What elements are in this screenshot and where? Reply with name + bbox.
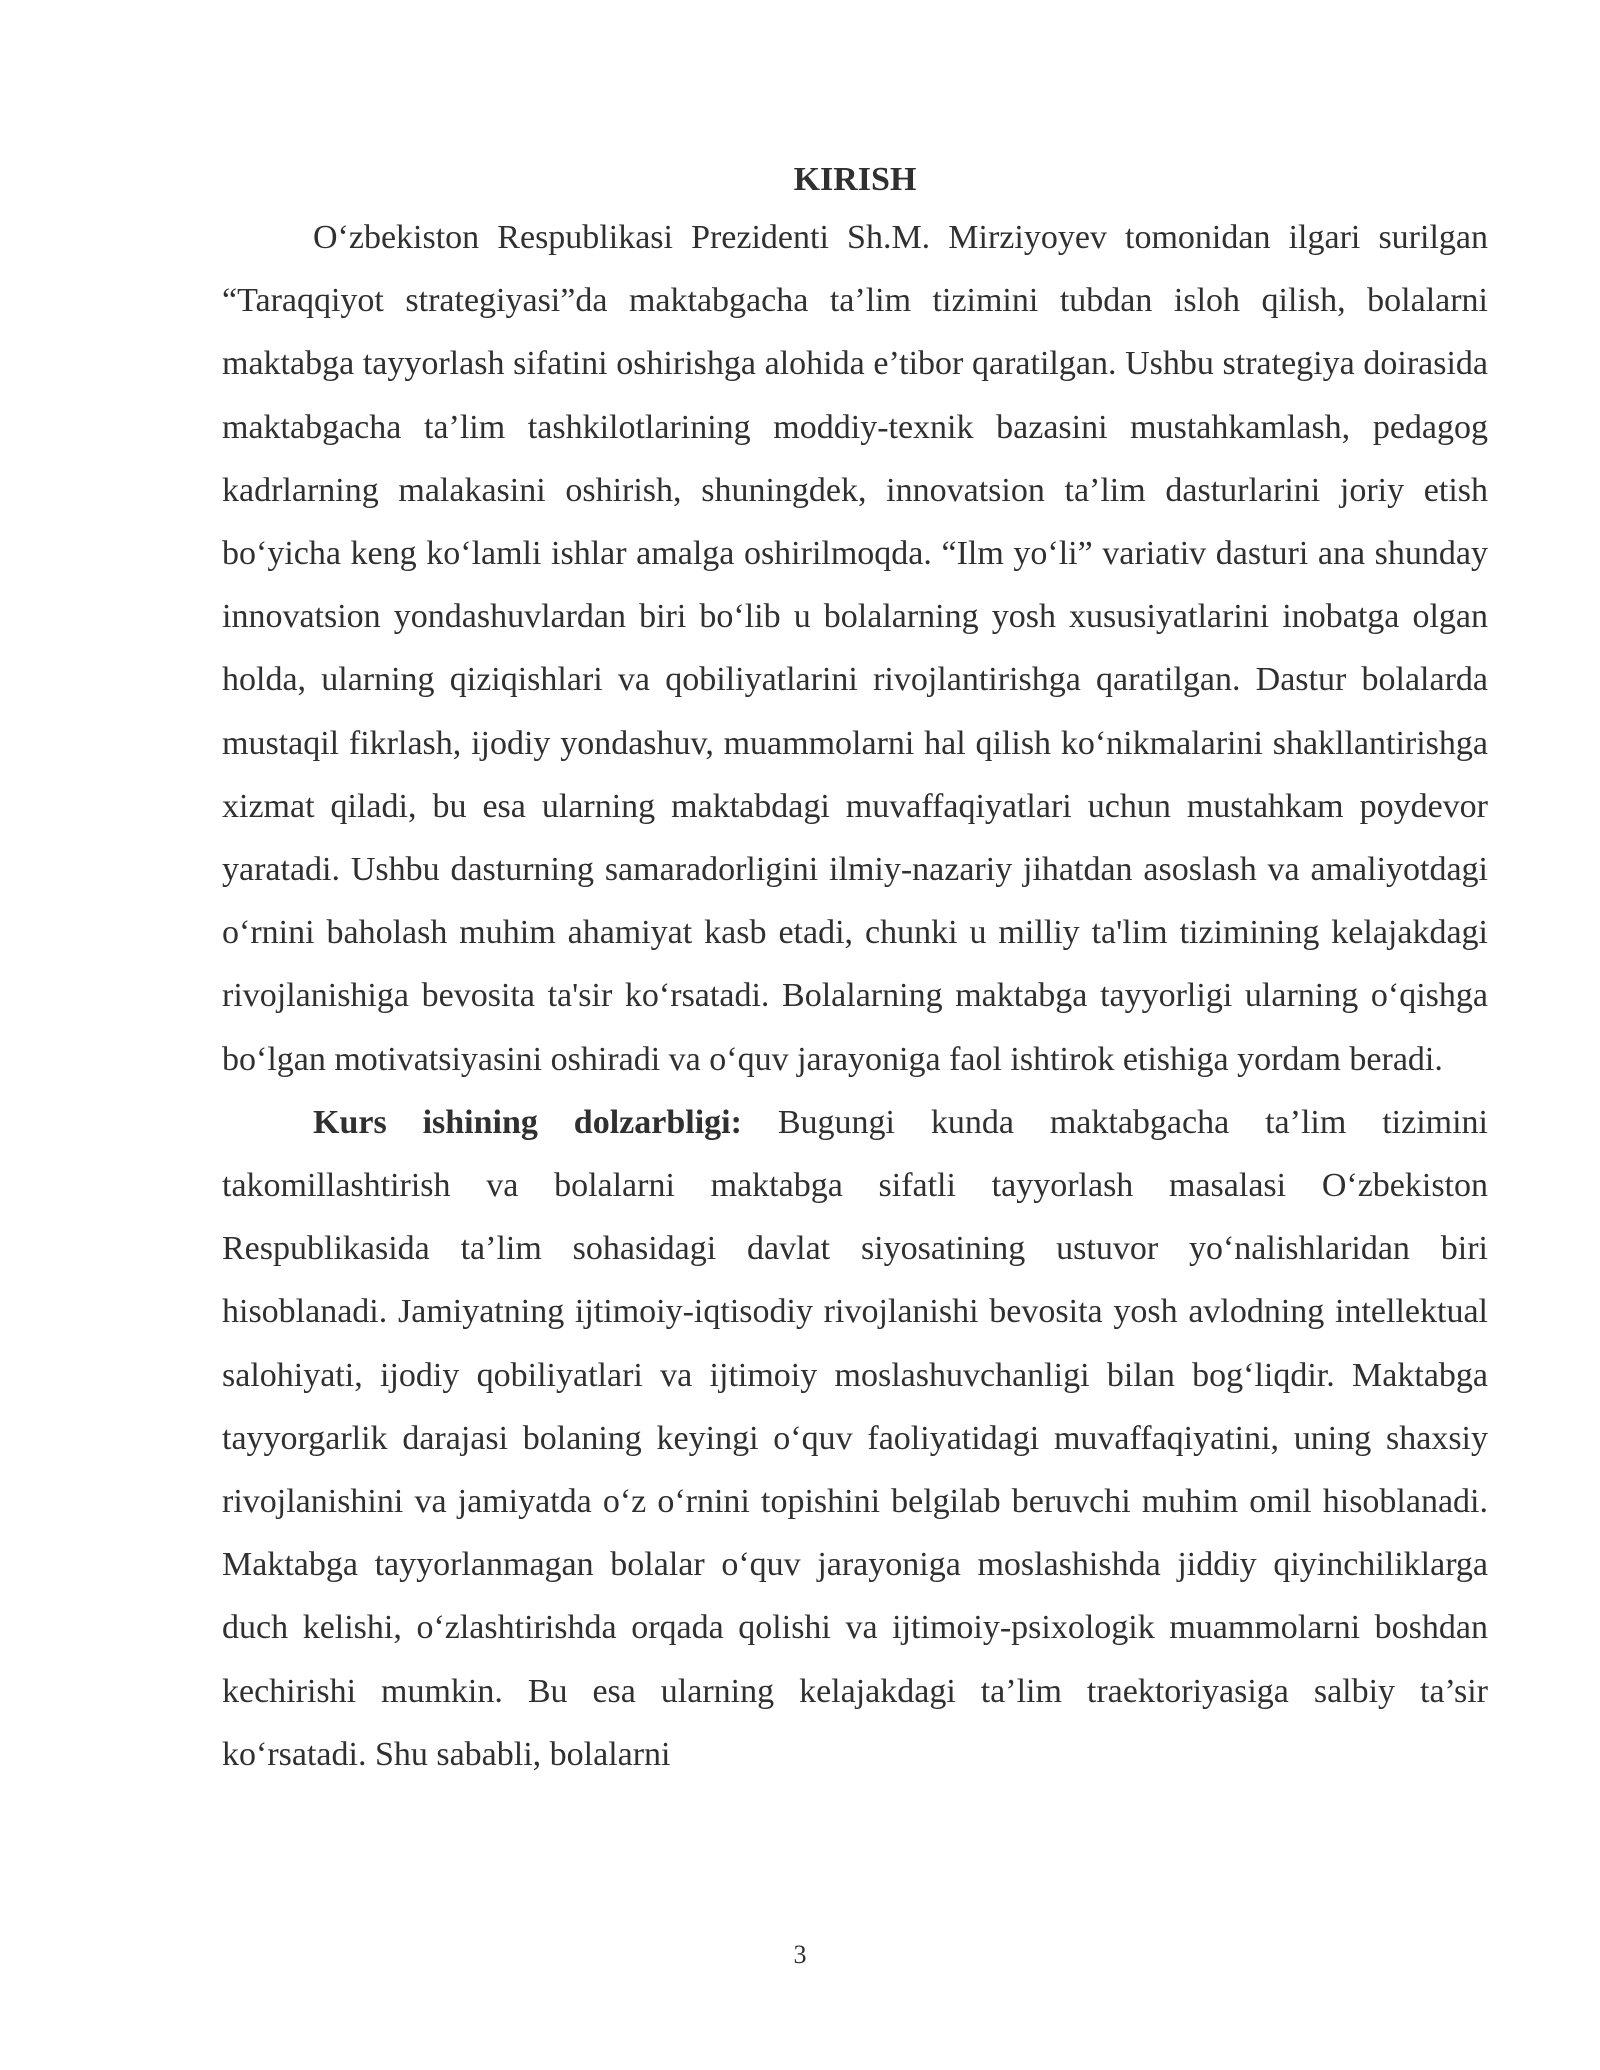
paragraph-introduction [222, 206, 1488, 1091]
paragraph-lead: Kurs ishining dolzarbligi: [313, 1103, 742, 1141]
paragraph-text: Bugungi kunda maktabgacha ta’lim tizimini takomillashtirish va bolalarni maktabga sifatli tayyorlash masalasi O‘zbekiston Respublikasida ta’lim sohasidagi davlat siyosatining ustuvor yo‘nalishlaridan biri hisoblanadi. Jamiyatning ijtimoiy-iqtisodiy rivojlanishi bevosita yosh avlodning intellektual salohiyati, ijodiy qobiliyatlari va ijtimoiy moslashuvchanligi bilan bog‘liqdir. Maktabga tayyorgarlik darajasi bolaning keyingi o‘quv faoliyatidagi muvaffaqiyatini, uning shaxsiy rivojlanishini va jamiyatda o‘z o‘rnini topishini belgilab beruvchi muhim omil hisoblanadi. Maktabga tayyorlanmagan bolalar o‘quv jarayoniga moslashishda jiddiy qiyinchiliklarga duch kelishi, o‘zlashtirishda orqada qolishi va ijtimoiy-psixologik muammolarni boshdan kechirishi mumkin. Bu esa ularning kelajakdagi ta’lim traektoriyasiga salbiy ta’sir ko‘rsatadi. Shu sababli, bolalarni [222, 1103, 1488, 1773]
page-number: 3 [793, 1940, 807, 1969]
document-body [222, 154, 1488, 1786]
section-title: KIRISH [793, 161, 917, 198]
paragraph-text: O‘zbekiston Respublikasi Prezidenti Sh.M. Mirziyoyev tomonidan ilgari surilgan “Taraqqiyot strategiyasi”da maktabgacha ta’lim tizimini tubdan isloh qilish, bolalarni maktabga tayyorlash sifatini oshirishga alohida e’tibor qaratilgan. Ushbu strategiya doirasida maktabgacha ta’lim tashkilotlarining moddiy-texnik bazasini mustahkamlash, pedagog kadrlarning malakasini oshirish, shuningdek, innovatsion ta’lim dasturlarini joriy etish bo‘yicha keng ko‘lamli ishlar amalga oshirilmoqda. “Ilm yo‘li” variativ dasturi ana shunday innovatsion yondashuvlardan biri bo‘lib u bolalarning yosh xususiyatlarini inobatga olgan holda, ularning qiziqishlari va qobiliyatlarini rivojlantirishga qaratilgan. Dastur bolalarda mustaqil fikrlash, ijodiy yondashuv, muammolarni hal qilish ko‘nikmalarini shakllantirishga xizmat qiladi, bu esa ularning maktabdagi muvaffaqiyatlari uchun mustahkam poydevor yaratadi. Ushbu dasturning samaradorligini ilmiy-nazariy jihatdan asoslash va amaliyotdagi o‘rnini baholash muhim ahamiyat kasb etadi, chunki u milliy ta'lim tizimining kelajakdagi rivojlanishiga bevosita ta'sir ko‘rsatadi. Bolalarning maktabga tayyorligi ularning o‘qishga bo‘lgan motivatsiyasini oshiradi va o‘quv jarayoniga faol ishtirok etishiga yordam beradi. [222, 219, 1488, 1078]
paragraph-relevance [222, 1091, 1488, 1786]
